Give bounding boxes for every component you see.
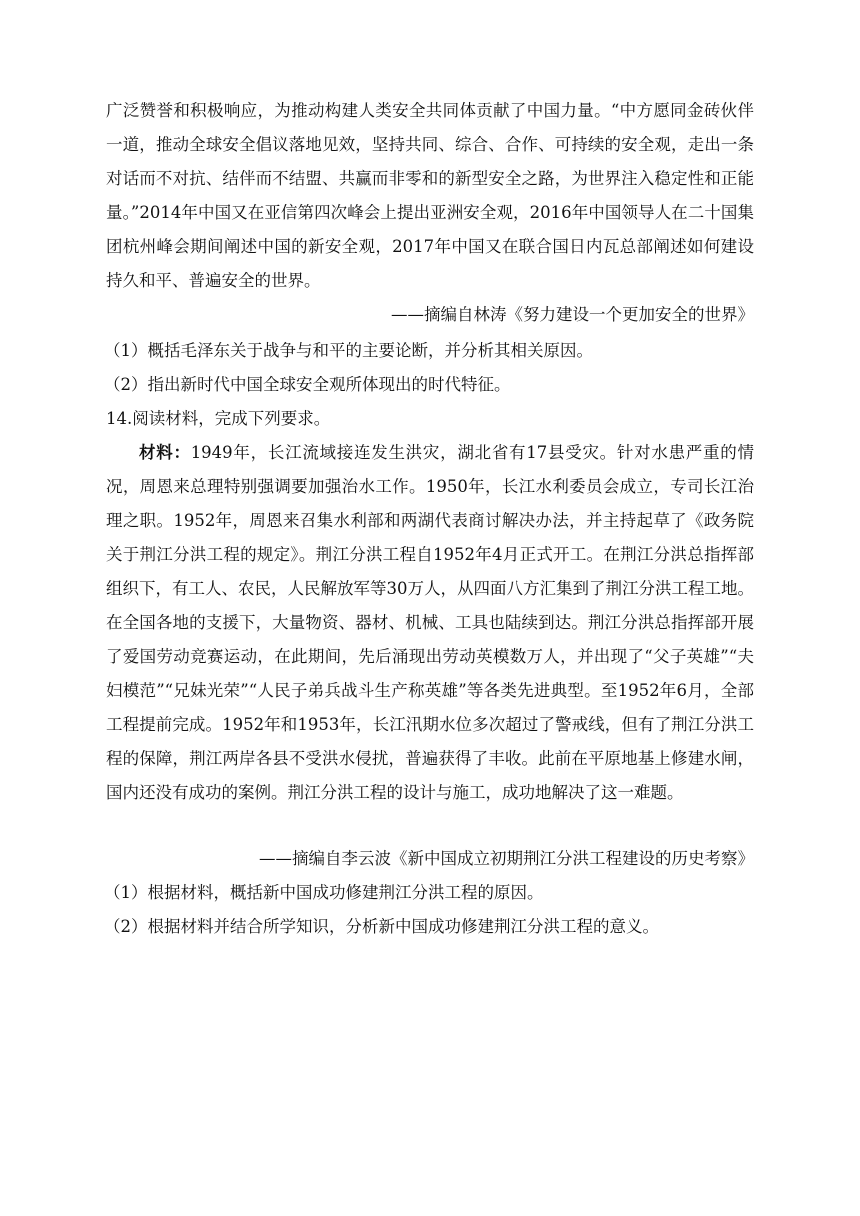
q13-subquestion-1: （1）概括毛泽东关于战争与和平的主要论断，并分析其相关原因。 <box>104 341 593 360</box>
q14-source-citation: ——摘编自李云波《新中国成立初期荆江分洪工程建设的历史考察》 <box>259 849 754 868</box>
q14-material-label: 材料： <box>139 443 191 462</box>
q14-subquestion-2: （2）根据材料并结合所学知识，分析新中国成功修建荆江分洪工程的意义。 <box>104 917 659 936</box>
q13-source-citation: ——摘编自林涛《努力建设一个更加安全的世界》 <box>391 305 754 324</box>
q14-heading: 14.阅读材料，完成下列要求。 <box>106 409 331 428</box>
q14-material <box>106 436 754 810</box>
q14-subquestion-1: （1）根据材料，概括新中国成功修建荆江分洪工程的原因。 <box>104 883 544 902</box>
q13-subquestion-2: （2）指出新时代中国全球安全观所体现出的时代特征。 <box>104 375 511 394</box>
q13-passage-continued: 广泛赞誉和积极响应，为推动构建人类安全共同体贡献了中国力量。“中方愿同金砖伙伴一道，推动全球安全倡议落地见效，坚持共同、综合、合作、可持续的安全观，走出一条对话而不对抗、结伴而不结盟、共赢而非零和的新型安全之路，为世界注入稳定性和正能量。”2014年中国又在亚信第四次峰会上提出亚洲安全观，2016年中国领导人在二十国集团杭州峰会期间阐述中国的新安全观，2017年中国又在联合国日内瓦总部阐述如何建设持久和平、普遍安全的世界。 <box>106 101 754 290</box>
q14-material-text: 1949年，长江流域接连发生洪灾，湖北省有17县受灾。针对水患严重的情况，周恩来总理特别强调要加强治水工作。1950年，长江水利委员会成立，专司长江治理之职。1952年，周恩来召集水利部和两湖代表商讨解决办法，并主持起草了《政务院关于荆江分洪工程的规定》。荆江分洪工程自1952年4月正式开工。在荆江分洪总指挥部组织下，有工人、农民，人民解放军等30万人，从四面八方汇集到了荆江分洪工程工地。在全国各地的支援下，大量物资、器材、机械、工具也陆续到达。荆江分洪总指挥部开展了爱国劳动竞赛运动，在此期间，先后涌现出劳动英模数万人，并出现了“父子英雄”“夫妇模范”“兄妹光荣”“人民子弟兵战斗生产称英雄”等各类先进典型。至1952年6月，全部工程提前完成。1952年和1953年，长江汛期水位多次超过了警戒线，但有了荆江分洪工程的保障，荆江两岸各县不受洪水侵扰，普遍获得了丰收。此前在平原地基上修建水闸，国内还没有成功的案例。荆江分洪工程的设计与施工，成功地解决了这一难题。 <box>106 443 754 802</box>
